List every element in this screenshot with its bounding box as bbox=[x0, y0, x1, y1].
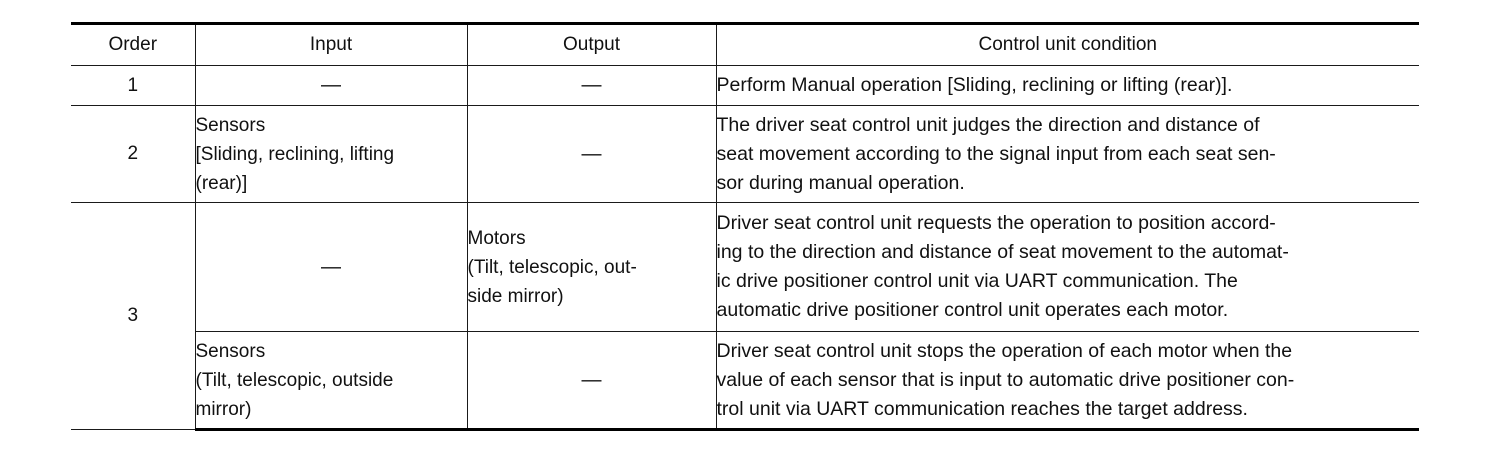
header-output: Output bbox=[467, 24, 716, 66]
input-cell bbox=[195, 332, 467, 430]
control-sequence-table bbox=[71, 22, 1419, 431]
table-row bbox=[71, 203, 1419, 332]
input-line: mirror) bbox=[195, 398, 252, 420]
condition-line: value of each sensor that is input to automatic drive positioner con- bbox=[716, 368, 1295, 391]
header-input: Input bbox=[195, 24, 467, 66]
order-cell: 1 bbox=[71, 66, 195, 106]
output-line: side mirror) bbox=[467, 285, 564, 307]
condition-line: automatic drive positioner control unit operates each motor. bbox=[716, 299, 1229, 321]
output-line: (Tilt, telescopic, out- bbox=[467, 256, 637, 278]
input-line: Sensors bbox=[195, 340, 266, 362]
table-row bbox=[71, 66, 1419, 106]
condition-line: Perform Manual operation [Sliding, reclining or lifting (rear)]. bbox=[716, 74, 1233, 96]
output-cell bbox=[467, 203, 716, 332]
condition-cell bbox=[716, 332, 1419, 430]
output-cell: — bbox=[467, 332, 716, 430]
table-row bbox=[71, 332, 1419, 430]
input-line: (Tilt, telescopic, outside bbox=[195, 369, 394, 391]
order-cell: 3 bbox=[71, 203, 195, 430]
order-cell: 2 bbox=[71, 106, 195, 203]
condition-line: ic drive positioner control unit via UART communication. The bbox=[716, 270, 1238, 292]
condition-line: trol unit via UART communication reaches the target address. bbox=[716, 397, 1248, 420]
output-cell: — bbox=[467, 66, 716, 106]
condition-line: The driver seat control unit judges the direction and distance of bbox=[716, 113, 1260, 136]
input-cell bbox=[195, 106, 467, 203]
condition-cell bbox=[716, 203, 1419, 332]
condition-cell bbox=[716, 66, 1419, 106]
input-cell: — bbox=[195, 203, 467, 332]
condition-line: Driver seat control unit requests the operation to position accord- bbox=[716, 212, 1276, 234]
condition-line: ing to the direction and distance of seat movement to the automat- bbox=[716, 241, 1289, 263]
condition-cell bbox=[716, 106, 1419, 203]
input-line: [Sliding, reclining, lifting bbox=[195, 143, 395, 165]
table-row bbox=[71, 106, 1419, 203]
header-order: Order bbox=[71, 24, 195, 66]
condition-line: sor during manual operation. bbox=[716, 171, 965, 194]
condition-line: seat movement according to the signal input from each seat sen- bbox=[716, 142, 1276, 165]
input-cell: — bbox=[195, 66, 467, 106]
output-line: Motors bbox=[467, 227, 526, 249]
input-line: (rear)] bbox=[195, 172, 248, 194]
header-control-unit-condition: Control unit condition bbox=[716, 24, 1419, 66]
output-cell: — bbox=[467, 106, 716, 203]
input-line: Sensors bbox=[195, 114, 266, 136]
header-row bbox=[71, 24, 1419, 66]
condition-line: Driver seat control unit stops the operation of each motor when the bbox=[716, 339, 1293, 362]
